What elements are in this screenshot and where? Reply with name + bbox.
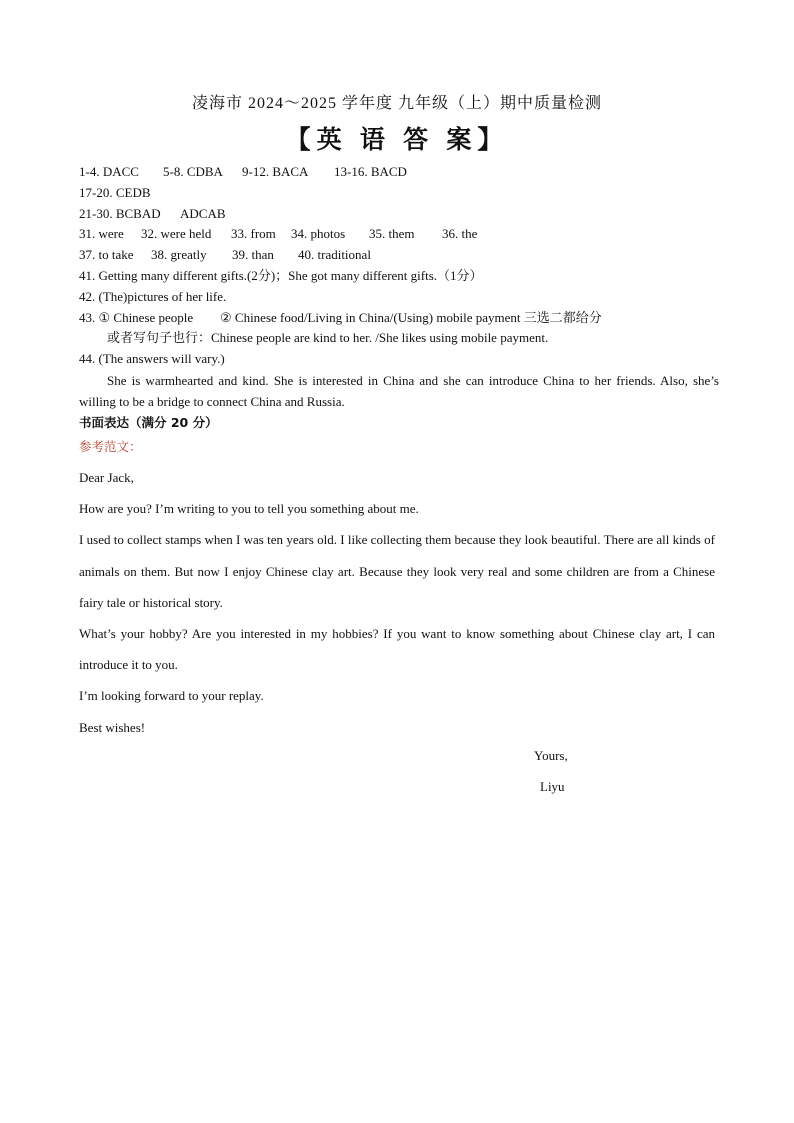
answer-item: ② Chinese food/Living in China/(Using) mobile payment 三选二都给分	[220, 309, 602, 325]
essay-paragraph: I’m looking forward to your replay.	[79, 688, 264, 704]
writing-section-heading: 书面表达（满分 20 分）	[79, 414, 218, 430]
answer-group: 13-16. BACD	[334, 164, 407, 179]
answer-line-43-note: 或者写句子也行：Chinese people are kind to her. /She likes using mobile payment.	[107, 330, 549, 346]
answer-line-42: 42. (The)pictures of her life.	[79, 288, 227, 304]
page-subtitle: 【英 语 答 案】	[285, 127, 509, 154]
answer-item: 32. were held	[141, 226, 212, 242]
answer-group: 1-4. DACC	[79, 164, 139, 179]
answer-line-44: 44. (The answers will vary.)	[79, 351, 225, 367]
answer-item: 43. ① Chinese people	[79, 309, 194, 325]
answer-item: 34. photos	[291, 226, 346, 242]
answer-key	[79, 162, 719, 460]
essay-sign-off: Yours,	[534, 748, 568, 763]
answer-group: 9-12. BACA	[242, 164, 309, 179]
essay-paragraph: How are you? I’m writing to you to tell you something about me.	[79, 501, 419, 517]
answer-item: 38. greatly	[151, 247, 207, 263]
answer-item: 36. the	[442, 226, 478, 242]
sample-essay	[79, 462, 715, 743]
answer-44-sample-paragraph: She is warmhearted and kind. She is interested in China and she can introduce China to her friends. Also, she’s willing to be a bridge to connect China and Russia.	[79, 372, 719, 409]
answer-line-41: 41. Getting many different gifts.(2分)；She got many different gifts.（1分）	[79, 267, 483, 283]
answer-item: 39. than	[232, 247, 274, 263]
answer-item: 35. them	[369, 226, 415, 242]
essay-paragraph: What’s your hobby? Are you interested in my hobbies? If you want to know something about Chinese clay art, I can introduce it to you.	[79, 626, 715, 673]
answer-item: 37. to take	[79, 247, 134, 263]
sample-essay-label: 参考范文：	[79, 438, 142, 454]
answer-item: 31. were	[79, 226, 124, 242]
essay-closing: Best wishes!	[79, 719, 146, 735]
answer-item: 40. traditional	[298, 247, 371, 263]
answer-group: 5-8. CDBA	[163, 164, 223, 179]
essay-greeting: Dear Jack,	[79, 470, 134, 485]
answer-line-43	[79, 308, 719, 329]
essay-signature-name: Liyu	[540, 779, 565, 794]
answer-line-17-20: 17-20. CEDB	[79, 184, 151, 200]
answer-line-1-16	[79, 162, 719, 183]
answer-line-31-36	[79, 224, 719, 245]
answer-line-37-40	[79, 245, 719, 266]
page-title: 凌海市 2024～2025 学年度 九年级（上）期中质量检测	[191, 95, 602, 112]
essay-paragraph: I used to collect stamps when I was ten years old. I like collecting them because they look beautiful. There are all kinds of animals on them. But now I enjoy Chinese clay art. Because they look very real and some children are from a Chinese fairy tale or historical story.	[79, 532, 715, 610]
answer-group: ADCAB	[180, 205, 226, 221]
answer-line-21-30	[79, 204, 719, 225]
answer-group: 21-30. BCBAD	[79, 205, 161, 221]
answer-item: 33. from	[231, 226, 276, 242]
